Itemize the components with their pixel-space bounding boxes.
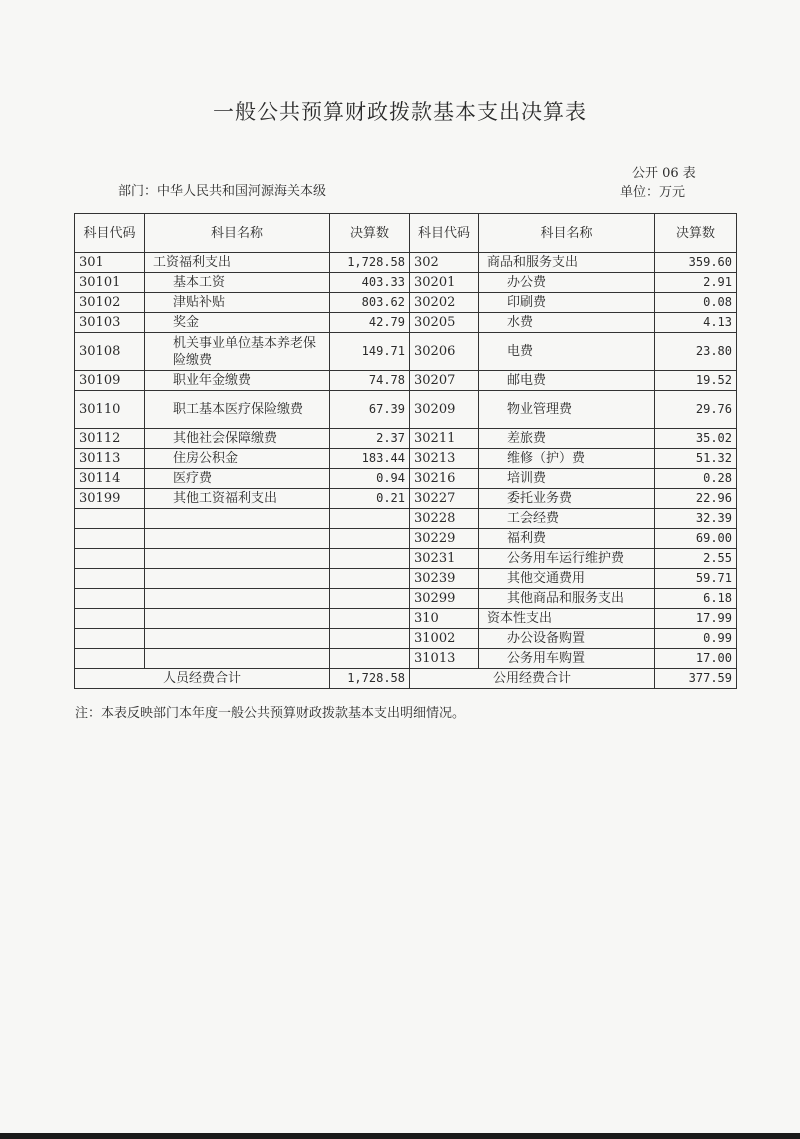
table-note: 注：本表反映部门本年度一般公共预算财政拨款基本支出明细情况。	[75, 706, 466, 721]
table-row	[75, 253, 737, 273]
right-name-cell: 培训费	[479, 469, 655, 489]
left-amount-cell: 74.78	[330, 371, 410, 391]
left-name-cell: 其他社会保障缴费	[145, 429, 330, 449]
left-amount-cell	[330, 569, 410, 589]
header-name-right: 科目名称	[479, 214, 655, 253]
right-code-cell: 30211	[410, 429, 479, 449]
left-name-cell: 津贴补贴	[145, 293, 330, 313]
right-name-cell: 资本性支出	[479, 609, 655, 629]
left-code-cell	[75, 509, 145, 529]
right-name-cell: 公务用车运行维护费	[479, 549, 655, 569]
left-code-cell: 30112	[75, 429, 145, 449]
table-row	[75, 469, 737, 489]
header-name-left: 科目名称	[145, 214, 330, 253]
department-label: 部门：中华人民共和国河源海关本级	[118, 184, 327, 199]
table-row	[75, 429, 737, 449]
right-amount-cell: 0.99	[655, 629, 737, 649]
left-name-cell: 职工基本医疗保险缴费	[145, 391, 330, 429]
page-title: 一般公共预算财政拨款基本支出决算表	[213, 100, 587, 124]
right-code-cell: 30227	[410, 489, 479, 509]
right-code-cell: 31013	[410, 649, 479, 669]
right-name-cell: 电费	[479, 333, 655, 371]
left-name-cell: 医疗费	[145, 469, 330, 489]
right-name-cell: 维修（护）费	[479, 449, 655, 469]
table-row	[75, 649, 737, 669]
left-code-cell: 30114	[75, 469, 145, 489]
left-name-cell: 职业年金缴费	[145, 371, 330, 391]
table-row	[75, 509, 737, 529]
right-amount-cell: 51.32	[655, 449, 737, 469]
left-code-cell	[75, 589, 145, 609]
left-amount-cell: 2.37	[330, 429, 410, 449]
left-code-cell: 30102	[75, 293, 145, 313]
left-code-cell: 30199	[75, 489, 145, 509]
right-code-cell: 30231	[410, 549, 479, 569]
left-name-cell: 工资福利支出	[145, 253, 330, 273]
right-name-cell: 物业管理费	[479, 391, 655, 429]
left-amount-cell: 183.44	[330, 449, 410, 469]
table-row	[75, 589, 737, 609]
right-amount-cell: 4.13	[655, 313, 737, 333]
left-amount-cell	[330, 509, 410, 529]
right-code-cell: 30213	[410, 449, 479, 469]
table-row	[75, 371, 737, 391]
left-name-cell	[145, 589, 330, 609]
left-name-cell	[145, 649, 330, 669]
scan-edge	[0, 1133, 800, 1139]
left-code-cell	[75, 649, 145, 669]
left-amount-cell	[330, 649, 410, 669]
header-code-left: 科目代码	[75, 214, 145, 253]
right-amount-cell: 69.00	[655, 529, 737, 549]
left-code-cell	[75, 609, 145, 629]
right-name-cell: 公务用车购置	[479, 649, 655, 669]
left-amount-cell: 42.79	[330, 313, 410, 333]
personnel-total-amount: 1,728.58	[330, 669, 410, 689]
left-code-cell	[75, 629, 145, 649]
totals-row	[75, 669, 737, 689]
left-code-cell: 30103	[75, 313, 145, 333]
left-amount-cell	[330, 549, 410, 569]
right-amount-cell: 0.08	[655, 293, 737, 313]
right-amount-cell: 23.80	[655, 333, 737, 371]
right-amount-cell: 59.71	[655, 569, 737, 589]
right-amount-cell: 35.02	[655, 429, 737, 449]
right-code-cell: 30209	[410, 391, 479, 429]
right-amount-cell: 17.00	[655, 649, 737, 669]
right-amount-cell: 6.18	[655, 589, 737, 609]
right-code-cell: 310	[410, 609, 479, 629]
right-name-cell: 工会经费	[479, 509, 655, 529]
left-name-cell	[145, 609, 330, 629]
table-row	[75, 391, 737, 429]
left-name-cell: 住房公积金	[145, 449, 330, 469]
right-code-cell: 30205	[410, 313, 479, 333]
left-amount-cell: 803.62	[330, 293, 410, 313]
right-code-cell: 30201	[410, 273, 479, 293]
right-amount-cell: 2.91	[655, 273, 737, 293]
right-code-cell: 30228	[410, 509, 479, 529]
left-amount-cell: 0.94	[330, 469, 410, 489]
right-name-cell: 办公设备购置	[479, 629, 655, 649]
left-name-cell	[145, 629, 330, 649]
left-name-cell: 机关事业单位基本养老保险缴费	[145, 333, 330, 371]
header-code-right: 科目代码	[410, 214, 479, 253]
right-code-cell: 30239	[410, 569, 479, 589]
table-row	[75, 449, 737, 469]
public-total-label: 公用经费合计	[410, 669, 655, 689]
header-amount-right: 决算数	[655, 214, 737, 253]
personnel-total-label: 人员经费合计	[75, 669, 330, 689]
left-amount-cell	[330, 589, 410, 609]
right-code-cell: 30202	[410, 293, 479, 313]
table-row	[75, 313, 737, 333]
table-row	[75, 629, 737, 649]
left-code-cell: 30113	[75, 449, 145, 469]
right-code-cell: 30216	[410, 469, 479, 489]
left-name-cell	[145, 509, 330, 529]
table-row	[75, 333, 737, 371]
right-code-cell: 30206	[410, 333, 479, 371]
right-code-cell: 30299	[410, 589, 479, 609]
left-name-cell	[145, 529, 330, 549]
right-code-cell: 302	[410, 253, 479, 273]
header-amount-left: 决算数	[330, 214, 410, 253]
left-code-cell	[75, 549, 145, 569]
table-row	[75, 529, 737, 549]
right-amount-cell: 0.28	[655, 469, 737, 489]
unit-label: 单位：万元	[620, 185, 686, 200]
left-amount-cell	[330, 629, 410, 649]
right-amount-cell: 19.52	[655, 371, 737, 391]
right-name-cell: 其他商品和服务支出	[479, 589, 655, 609]
left-amount-cell: 1,728.58	[330, 253, 410, 273]
right-name-cell: 其他交通费用	[479, 569, 655, 589]
right-name-cell: 印刷费	[479, 293, 655, 313]
left-amount-cell: 149.71	[330, 333, 410, 371]
left-name-cell: 其他工资福利支出	[145, 489, 330, 509]
right-amount-cell: 32.39	[655, 509, 737, 529]
right-code-cell: 31002	[410, 629, 479, 649]
right-name-cell: 商品和服务支出	[479, 253, 655, 273]
right-amount-cell: 17.99	[655, 609, 737, 629]
left-code-cell	[75, 529, 145, 549]
left-amount-cell	[330, 609, 410, 629]
right-name-cell: 福利费	[479, 529, 655, 549]
table-row	[75, 489, 737, 509]
left-code-cell: 30108	[75, 333, 145, 371]
left-code-cell	[75, 569, 145, 589]
table-row	[75, 569, 737, 589]
budget-table	[74, 213, 737, 689]
left-code-cell: 301	[75, 253, 145, 273]
left-name-cell: 奖金	[145, 313, 330, 333]
table-row	[75, 609, 737, 629]
form-number: 公开 06 表	[632, 166, 696, 181]
table-row	[75, 549, 737, 569]
left-amount-cell: 403.33	[330, 273, 410, 293]
left-name-cell	[145, 549, 330, 569]
right-name-cell: 差旅费	[479, 429, 655, 449]
right-amount-cell: 359.60	[655, 253, 737, 273]
right-amount-cell: 22.96	[655, 489, 737, 509]
left-name-cell	[145, 569, 330, 589]
table-row	[75, 293, 737, 313]
right-amount-cell: 29.76	[655, 391, 737, 429]
left-name-cell: 基本工资	[145, 273, 330, 293]
right-name-cell: 委托业务费	[479, 489, 655, 509]
left-code-cell: 30101	[75, 273, 145, 293]
right-amount-cell: 2.55	[655, 549, 737, 569]
right-code-cell: 30229	[410, 529, 479, 549]
right-name-cell: 办公费	[479, 273, 655, 293]
public-total-amount: 377.59	[655, 669, 737, 689]
table-header-row	[75, 214, 737, 253]
right-name-cell: 邮电费	[479, 371, 655, 391]
left-amount-cell	[330, 529, 410, 549]
left-amount-cell: 0.21	[330, 489, 410, 509]
left-amount-cell: 67.39	[330, 391, 410, 429]
table-row	[75, 273, 737, 293]
left-code-cell: 30110	[75, 391, 145, 429]
right-code-cell: 30207	[410, 371, 479, 391]
right-name-cell: 水费	[479, 313, 655, 333]
left-code-cell: 30109	[75, 371, 145, 391]
